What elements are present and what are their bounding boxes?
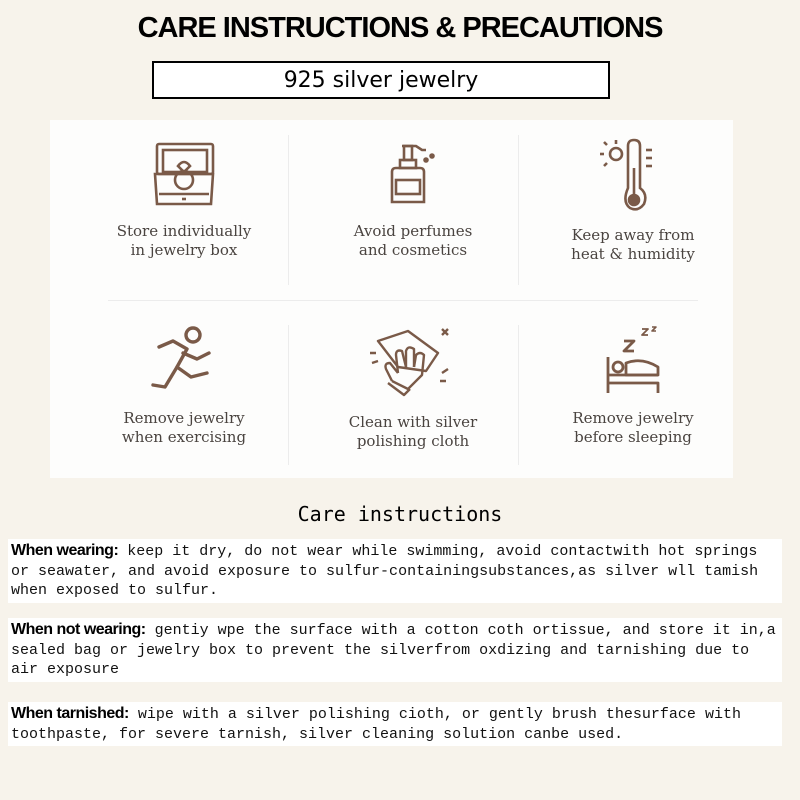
perfume-bottle-icon — [378, 138, 448, 210]
sleeping-bed-icon — [598, 323, 668, 397]
care-instructions-heading: Care instructions — [297, 502, 503, 526]
instruction-wearing — [8, 539, 782, 603]
column-divider — [518, 325, 519, 465]
care-tip-label: Store individually in jewelry box — [116, 222, 252, 259]
jewelry-box-icon — [149, 140, 219, 210]
care-tip-clean — [313, 323, 513, 451]
instruction-lead: When not wearing: — [11, 621, 146, 638]
row-divider — [108, 300, 698, 301]
product-subtitle: 925 silver jewelry — [152, 61, 610, 99]
instruction-tarnished — [8, 702, 782, 746]
instruction-text: keep it dry, do not wear while swimming, avoid contactwith hot springs or seawater, and avoid exposure to sulfur-containingsubstances,as silver wll tamish when exposed to sulfur. — [11, 543, 759, 599]
care-tip-label: Remove jewelry before sleeping — [572, 409, 694, 446]
care-tip-store — [84, 140, 284, 260]
care-tip-sleep — [533, 323, 733, 447]
page-title: CARE INSTRUCTIONS & PRECAUTIONS — [137, 12, 663, 44]
instruction-lead: When tarnished: — [11, 705, 129, 722]
care-tip-exercise — [84, 323, 284, 447]
care-tip-label: Avoid perfumes and cosmetics — [353, 222, 473, 259]
care-tip-label: Clean with silver polishing cloth — [348, 413, 478, 450]
care-tip-label: Remove jewelry when exercising — [121, 409, 247, 446]
instruction-not-wearing — [8, 618, 782, 682]
instruction-text: wipe with a silver polishing cioth, or gently brush thesurface with toothpaste, for severe tarnish, silver cleaning solution canbe used. — [11, 706, 741, 743]
thermometer-icon — [598, 138, 668, 214]
column-divider — [288, 325, 289, 465]
care-tip-heat — [533, 138, 733, 264]
instruction-lead: When wearing: — [11, 542, 119, 559]
icons-panel — [50, 120, 733, 478]
polishing-cloth-icon — [368, 323, 458, 401]
column-divider — [518, 135, 519, 285]
care-tip-perfume — [313, 138, 513, 260]
instruction-text: gentiy wpe the surface with a cotton coth ortissue, and store it in,a sealed bag or jewelry box to prevent the silverfrom oxdizing and tarnishing due to air exposure — [11, 622, 776, 678]
running-person-icon — [147, 323, 221, 397]
care-tip-label: Keep away from heat & humidity — [571, 226, 695, 263]
column-divider — [288, 135, 289, 285]
